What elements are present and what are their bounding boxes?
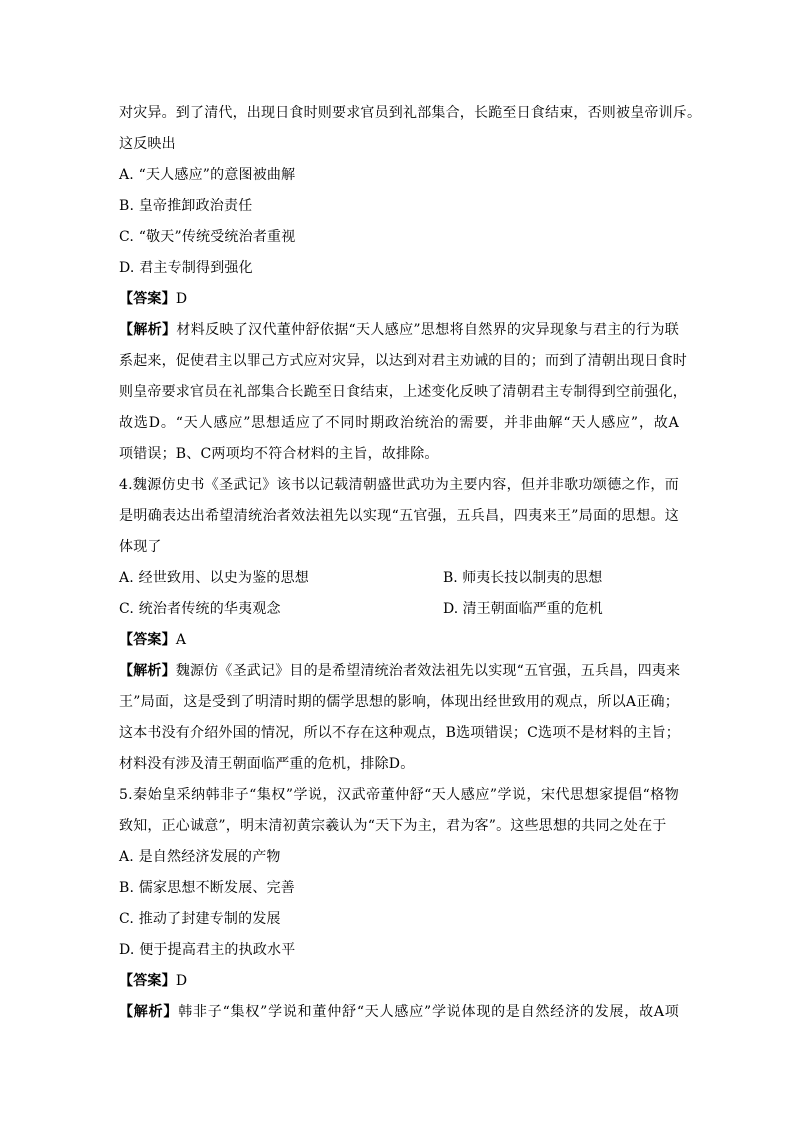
q3-analysis-text-1: 材料反映了汉代董仲舒依据“天人感应”思想将自然界的灾异现象与君主的行为联 <box>176 322 679 338</box>
q5-stem-line-1: 5.秦始皇采纳韩非子“集权”学说，汉武帝董仲舒“天人感应”学说，宋代思想家提倡“格物 <box>119 787 679 803</box>
q4-analysis-line-2: 王”局面，这是受到了明清时期的儒学思想的影响，体现出经世致用的观点，所以A正确； <box>119 694 679 710</box>
q3-analysis-label: 【解析】 <box>119 322 177 338</box>
q3-answer-value: D <box>175 291 188 307</box>
q4-answer-label: 【答案】 <box>119 632 176 648</box>
q3-option-b: B. 皇帝推卸政治责任 <box>119 198 253 214</box>
q4-analysis-text-1: 魏源仿《圣武记》目的是希望清统治者效法祖先以实现“五官强，五兵昌，四夷来 <box>175 663 681 679</box>
q3-option-d: D. 君主专制得到强化 <box>119 260 253 276</box>
q4-stem-line-2: 是明确表达出希望清统治者效法祖先以实现“五官强，五兵昌，四夷来王”局面的思想。这 <box>119 508 679 524</box>
q4-analysis-label: 【解析】 <box>119 663 176 679</box>
q3-analysis-line-2: 系起来，促使君主以罪己方式应对灾异，以达到对君主劝诫的目的；而到了清朝出现日食时 <box>119 353 687 369</box>
q4-stem-line-3: 体现了 <box>119 539 162 555</box>
q3-answer <box>119 290 679 308</box>
q4-option-c: C. 统治者传统的华夷观念 <box>119 601 281 617</box>
q5-option-b: B. 儒家思想不断发展、完善 <box>119 880 295 896</box>
q3-analysis-line-1 <box>119 321 679 339</box>
q5-answer-value: D <box>175 973 188 989</box>
q5-stem-line-2: 致知，正心诚意”，明末清初黄宗羲认为“天下为主，君为客”。这些思想的共同之处在于 <box>119 818 667 834</box>
q5-option-a: A. 是自然经济发展的产物 <box>119 849 281 865</box>
q3-analysis-line-5: 项错误；B、C两项均不符合材料的主旨，故排除。 <box>119 446 439 462</box>
q3-stem-line-1: 对灾异。到了清代，出现日食时则要求官员到礼部集合，长跪至日食结束，否则被皇帝训斥。 <box>119 105 702 121</box>
q4-analysis-line-1 <box>119 662 679 680</box>
q4-option-d: D. 清王朝面临严重的危机 <box>443 601 603 617</box>
q5-analysis-label: 【解析】 <box>119 1004 179 1020</box>
q5-analysis-text-1: 韩非子“集权”学说和董仲舒“天人感应”学说体现的是自然经济的发展，故A项 <box>178 1004 679 1020</box>
q5-option-c: C. 推动了封建专制的发展 <box>119 911 281 927</box>
q3-answer-label: 【答案】 <box>119 291 176 307</box>
q4-option-a: A. 经世致用、以史为鉴的思想 <box>119 570 310 586</box>
q4-answer <box>119 631 679 649</box>
q5-answer-label: 【答案】 <box>119 973 176 989</box>
q3-stem-line-2: 这反映出 <box>119 136 176 152</box>
q3-option-c: C. “敬天”传统受统治者重视 <box>119 229 296 245</box>
q3-analysis-line-3: 则皇帝要求官员在礼部集合长跪至日食结束，上述变化反映了清朝君主专制得到空前强化， <box>119 384 687 400</box>
q4-analysis-line-3: 这本书没有介绍外国的情况，所以不存在这种观点，B选项错误；C选项不是材料的主旨； <box>119 725 680 741</box>
q4-answer-value: A <box>175 632 187 648</box>
q5-answer <box>119 972 679 990</box>
q5-analysis-line-1 <box>119 1003 679 1021</box>
q3-analysis-line-4: 故选D。“天人感应”思想适应了不同时期政治统治的需要，并非曲解“天人感应”，故A <box>119 415 679 431</box>
q3-option-a: A. “天人感应”的意图被曲解 <box>119 167 296 183</box>
q4-stem-line-1: 4.魏源仿史书《圣武记》该书以记载清朝盛世武功为主要内容，但并非歌功颂德之作，而 <box>119 477 679 493</box>
q5-option-d: D. 便于提高君主的执政水平 <box>119 942 296 958</box>
q4-option-b: B. 师夷长技以制夷的思想 <box>443 570 603 586</box>
q4-analysis-line-4: 材料没有涉及清王朝面临严重的危机，排除D。 <box>119 756 415 772</box>
